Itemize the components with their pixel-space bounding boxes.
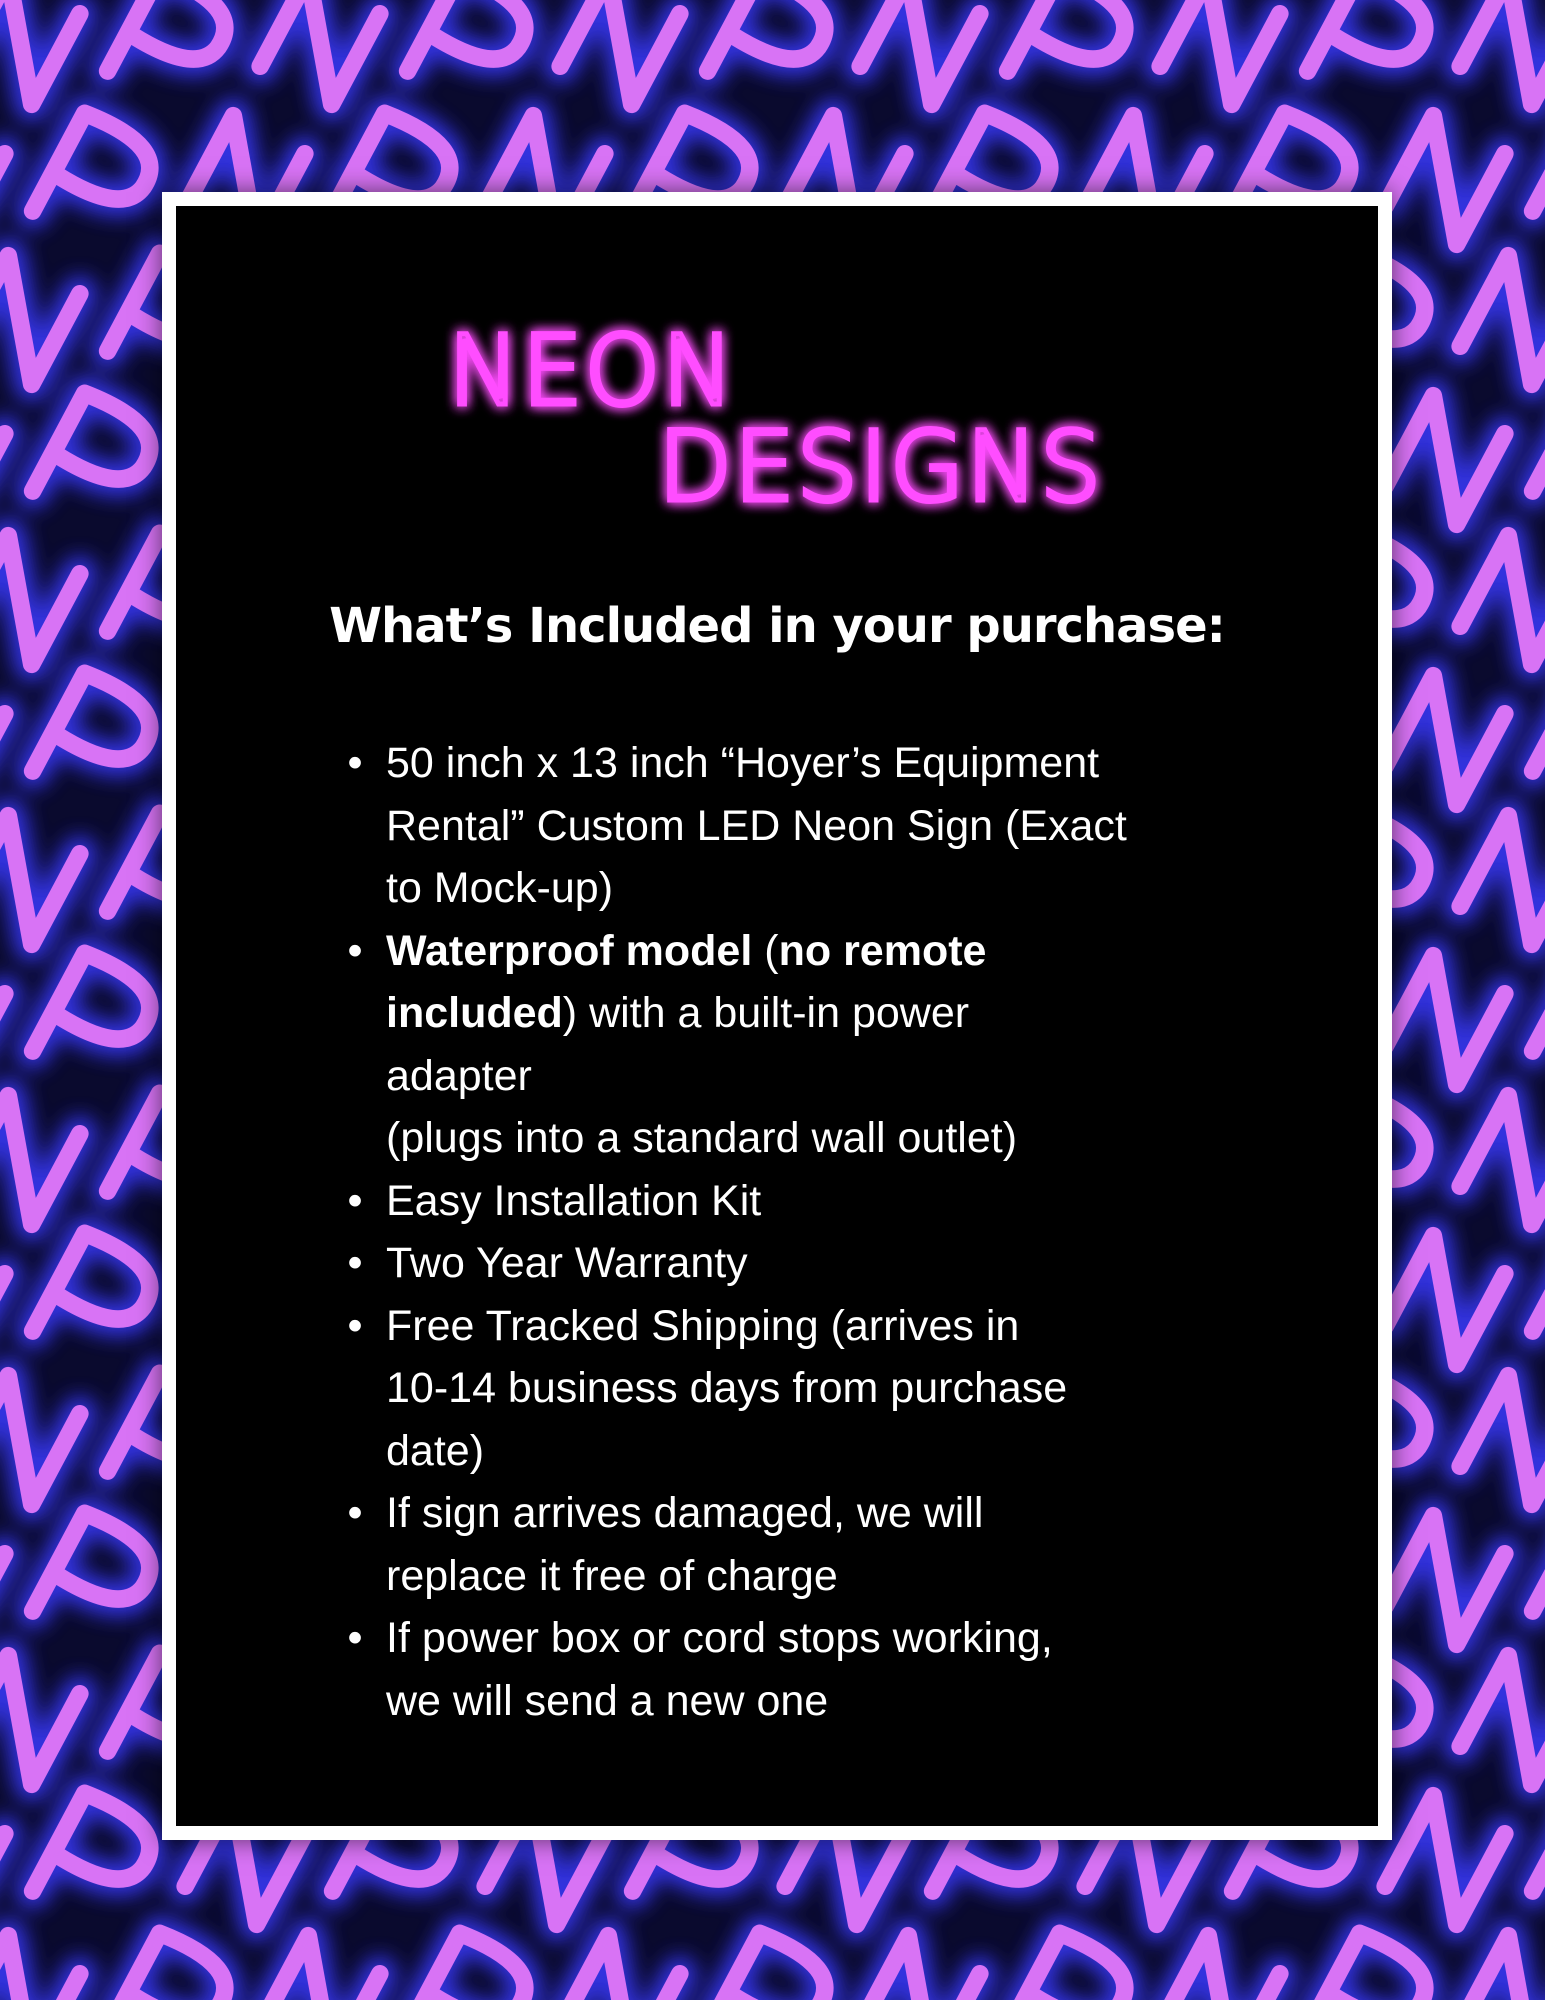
bullet: •	[347, 1301, 363, 1350]
list-item-damage: • If sign arrives damaged, we will replace it free of charge	[386, 1482, 1266, 1607]
list-item-waterproof: • Waterproof model (no remote included) with a built-in power adapter (plugs into a standard wall outlet)	[386, 920, 1266, 1170]
neon-designs-logo	[176, 206, 1378, 606]
included-heading: What’s Included in your purchase:	[329, 598, 1225, 654]
bullet: •	[347, 1239, 363, 1287]
list-item-power: • If power box or cord stops working, we will send a new one	[386, 1607, 1266, 1732]
bullet: •	[347, 739, 363, 787]
bullet: •	[347, 1614, 363, 1662]
bullet: •	[347, 1176, 363, 1225]
included-list	[344, 732, 1266, 1732]
content-card	[162, 192, 1392, 1840]
bullet: •	[347, 926, 363, 975]
card-panel	[176, 206, 1378, 1826]
list-item-sign: • 50 inch x 13 inch “Hoyer’s Equipment Rental” Custom LED Neon Sign (Exact to Mock-up)	[386, 732, 1266, 920]
list-item-shipping: • Free Tracked Shipping (arrives in 10-14 business days from purchase date)	[386, 1295, 1266, 1483]
logo-line-neon: NEON	[448, 315, 736, 427]
bullet: •	[347, 1489, 363, 1537]
list-item-installation: • Easy Installation Kit	[386, 1170, 1266, 1233]
logo-line-designs: DESIGNS	[658, 411, 1103, 523]
list-item-warranty: • Two Year Warranty	[386, 1232, 1266, 1295]
